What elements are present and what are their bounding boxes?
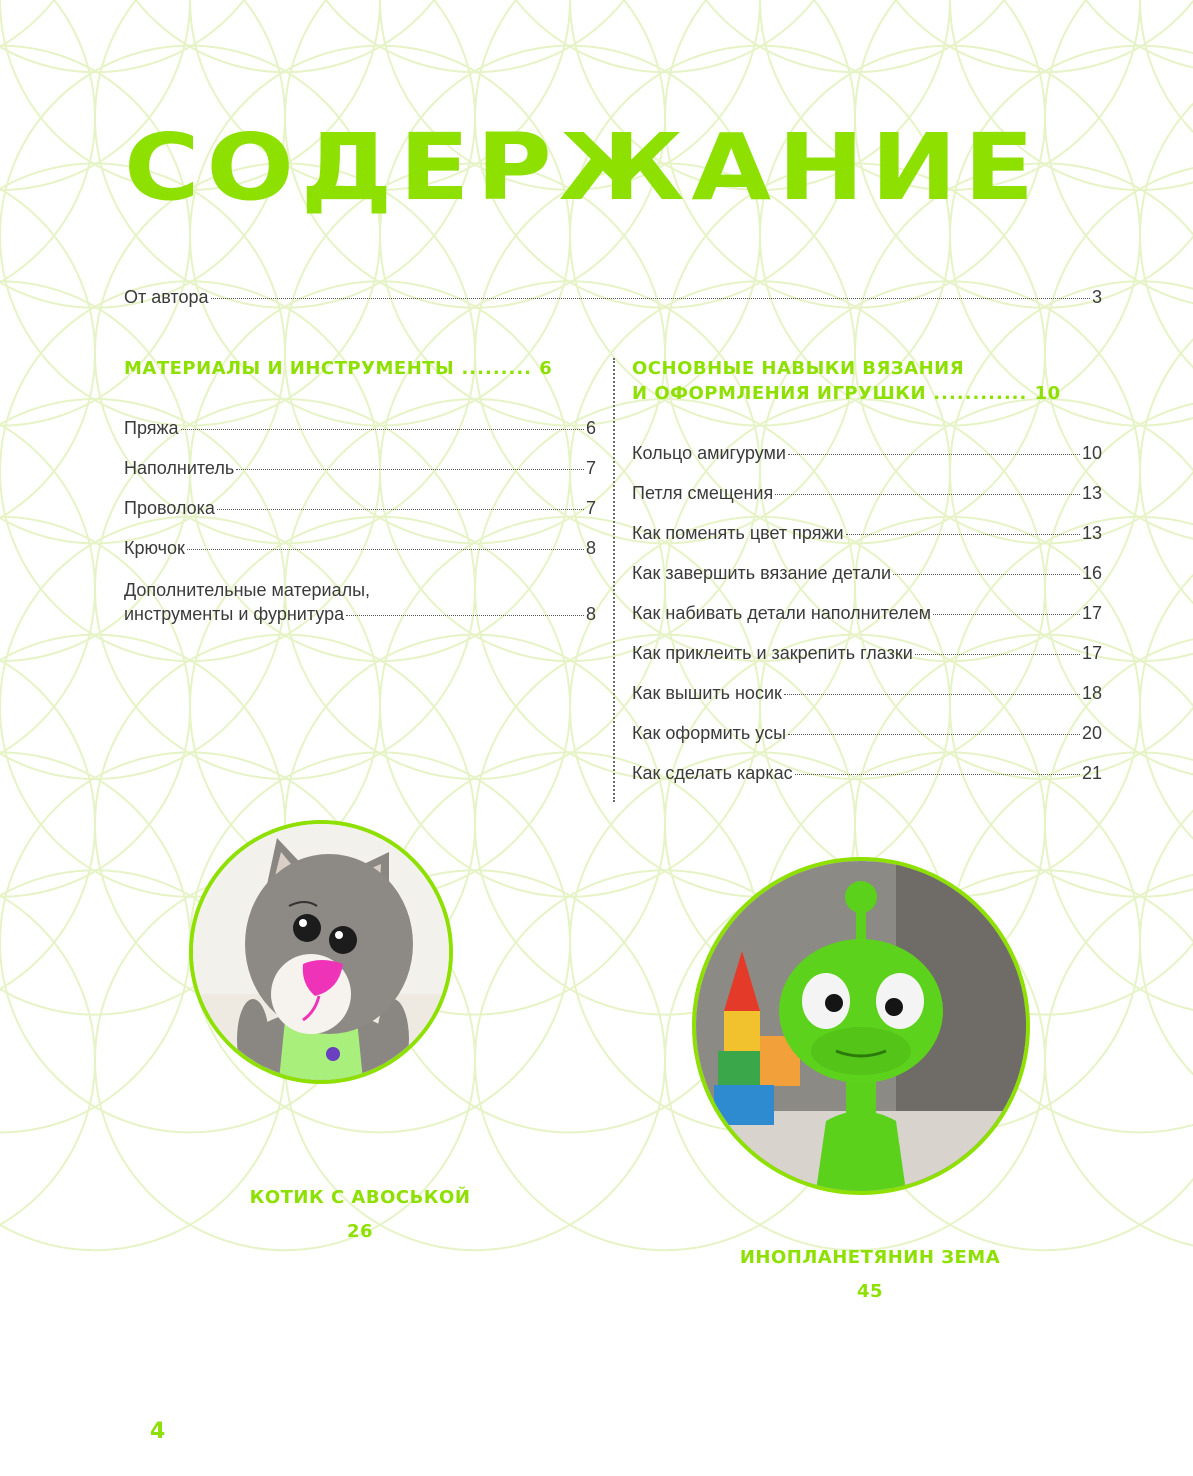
dot-leader (236, 469, 584, 470)
toc-entry-page: 7 (585, 458, 596, 478)
toc-entry-page: 20 (1081, 723, 1102, 743)
toc-entry[interactable] (632, 482, 1102, 504)
project-title: КОТИК С АВОСЬКОЙ (249, 1187, 471, 1208)
section-heading-skills[interactable] (632, 356, 1102, 406)
dot-leader (893, 574, 1080, 575)
toc-entry-intro[interactable] (124, 286, 1102, 308)
toc-entry-label: Пряжа (124, 418, 179, 438)
pattern-arc (0, 870, 95, 1250)
dot-leader (933, 614, 1080, 615)
section-heading-materials[interactable] (124, 356, 596, 381)
dot-leader (846, 534, 1080, 535)
dot-leader (784, 694, 1080, 695)
dot-leader: ............ (926, 383, 1035, 404)
dot-leader (346, 615, 584, 616)
dot-leader (181, 429, 584, 430)
project-title: ИНОПЛАНЕТЯНИН ЗЕМА (739, 1247, 1001, 1268)
toc-entry-label: Крючок (124, 538, 185, 558)
toc-section-materials (124, 356, 596, 643)
toc-entry-page: 13 (1081, 523, 1102, 543)
dot-leader (915, 654, 1080, 655)
project-page: 45 (856, 1281, 884, 1302)
pattern-arc (95, 0, 475, 72)
section-heading-line1: ОСНОВНЫЕ НАВЫКИ ВЯЗАНИЯ (632, 358, 965, 379)
dot-leader (217, 509, 584, 510)
page-title: СОДЕРЖАНИЕ (124, 114, 1041, 221)
pattern-arc (1140, 281, 1193, 661)
toc-entry[interactable] (124, 457, 596, 479)
dot-leader (775, 494, 1080, 495)
pattern-arc (0, 399, 95, 779)
section-heading-page: 6 (539, 358, 553, 379)
page-number: 4 (150, 1419, 166, 1444)
pattern-arc (665, 0, 1045, 72)
pattern-arc (1140, 517, 1193, 897)
toc-entry-label-line2: инструменты и фурнитура (124, 604, 345, 624)
toc-entry-label: Кольцо амигуруми (632, 443, 786, 463)
toc-list-skills (632, 442, 1102, 784)
pattern-arc (1140, 752, 1193, 1132)
pattern-arc (1045, 870, 1193, 1250)
toc-entry-label: Петля смещения (632, 483, 774, 503)
toc-entry-page: 16 (1081, 563, 1102, 583)
pattern-arc (0, 163, 95, 543)
toc-entry[interactable] (124, 417, 596, 439)
toc-entry-page: 17 (1081, 643, 1102, 663)
pattern-arc (0, 635, 95, 1015)
cat-illustration (193, 824, 449, 1080)
toc-entry[interactable] (632, 602, 1102, 624)
toc-entry-page: 8 (585, 538, 596, 558)
toc-entry[interactable] (124, 497, 596, 519)
pattern-arc (0, 0, 95, 72)
toc-entry-page: 18 (1081, 683, 1102, 703)
toc-entry-page: 13 (1081, 483, 1102, 503)
pattern-arc (475, 0, 855, 72)
column-divider (613, 358, 615, 802)
toc-entry-label: Как завершить вязание детали (632, 563, 892, 583)
toc-entry[interactable] (632, 642, 1102, 664)
project-page: 26 (346, 1221, 374, 1242)
toc-entry[interactable] (632, 682, 1102, 704)
toc-entry[interactable] (632, 442, 1102, 464)
pattern-arc (285, 0, 665, 72)
pattern-arc (0, 0, 285, 72)
toc-entry-label: Проволока (124, 498, 215, 518)
toc-entry[interactable] (632, 762, 1102, 784)
dot-leader (795, 774, 1080, 775)
dot-leader: ......... (454, 358, 540, 379)
toc-entry-label: Как поменять цвет пряжи (632, 523, 844, 543)
dot-leader (788, 454, 1080, 455)
toc-entry-extra-materials[interactable] (124, 577, 596, 625)
toc-entry-page: 17 (1081, 603, 1102, 623)
toc-entry-label: Как оформить усы (632, 723, 787, 743)
toc-list-materials (124, 417, 596, 559)
toc-entry-label: От автора (124, 287, 209, 307)
toc-entry-page: 8 (585, 604, 596, 624)
pattern-arc (1140, 46, 1193, 426)
toc-entry[interactable] (124, 537, 596, 559)
toc-entry-page: 3 (1091, 287, 1102, 307)
section-heading-page: 10 (1034, 383, 1061, 404)
toc-entry-label: Как набивать детали наполнителем (632, 603, 931, 623)
toc-entry-label: Как вышить носик (632, 683, 782, 703)
alien-toy-photo[interactable] (692, 857, 1030, 1195)
toc-entry-label: Как сделать каркас (632, 763, 793, 783)
pattern-arc (1045, 0, 1193, 72)
toc-entry-page: 21 (1081, 763, 1102, 783)
toc-entry-label: Наполнитель (124, 458, 235, 478)
toc-entry-page: 6 (585, 418, 596, 438)
dot-leader (211, 298, 1090, 299)
toc-entry[interactable] (632, 562, 1102, 584)
project-caption-alien[interactable] (690, 1241, 1050, 1309)
cat-toy-photo[interactable] (189, 820, 453, 1084)
toc-section-skills (632, 356, 1102, 802)
dot-leader (187, 549, 584, 550)
toc-entry-page: 10 (1081, 443, 1102, 463)
toc-entry-label: Как приклеить и закрепить глазки (632, 643, 913, 663)
section-heading-line2: И ОФОРМЛЕНИЯ ИГРУШКИ (632, 383, 927, 404)
alien-illustration (696, 861, 1026, 1191)
toc-entry-label-line1: Дополнительные материалы, (124, 580, 371, 600)
toc-entry[interactable] (632, 722, 1102, 744)
project-caption-cat[interactable] (200, 1181, 520, 1249)
section-heading-label: МАТЕРИАЛЫ И ИНСТРУМЕНТЫ (124, 358, 455, 379)
dot-leader (788, 734, 1080, 735)
toc-entry[interactable] (632, 522, 1102, 544)
toc-entry-page: 7 (585, 498, 596, 518)
